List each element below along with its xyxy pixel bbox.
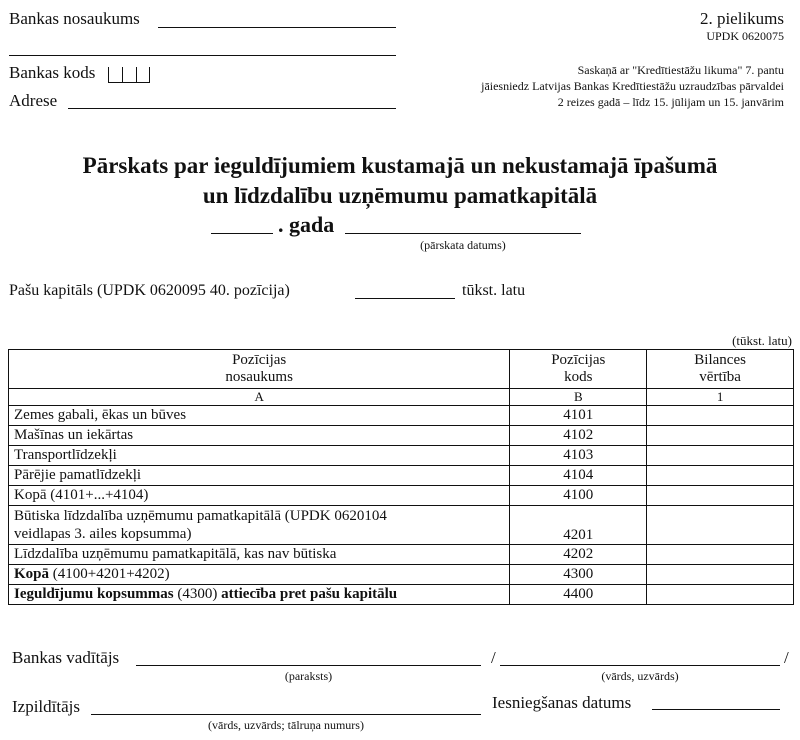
table-row [9,585,794,605]
equity-unit: tūkst. latu [462,282,526,299]
row-name: Zemes gabali, ēkas un būves [9,406,510,426]
report-date-caption: (pārskata datums) [420,238,506,252]
bank-name-label: Bankas nosaukums [9,9,140,28]
report-title-line-2: un līdzdalību uzņēmumu pamatkapitālā [202,183,598,208]
col-b-letter: B [510,389,647,406]
investments-table [8,349,794,605]
bank-code-box[interactable] [108,67,122,83]
appendix-label: 2. pielikums [699,9,784,28]
row-value-cell[interactable] [647,545,794,565]
bank-code-row [9,63,150,84]
bank-code-box[interactable] [136,67,150,83]
table-row [9,406,794,426]
row-value-cell[interactable] [647,406,794,426]
legal-line-2: jāiesniedz Latvijas Bankas Kredītiestāžu uzraudzības pārvaldei [481,79,784,93]
address-field[interactable] [68,108,396,109]
year-field[interactable] [211,233,273,234]
row-code: 4100 [510,486,647,506]
year-word: . gada [278,212,335,237]
address-label: Adrese [9,91,58,110]
name-separator-end: / [784,648,789,667]
row-name-line-1: Būtiska līdzdalība uzņēmumu pamatkapitālā (UPDK 0620104 [14,508,387,524]
row-code: 4102 [510,426,647,446]
executor-label: Izpildītājs [12,697,80,716]
submission-date-label: Iesniegšanas datums [492,693,632,712]
executor-field[interactable] [91,714,481,715]
row-name: Kopā (4101+...+4104) [9,486,510,506]
row-value-cell[interactable] [647,506,794,545]
row-name: Pārējie pamatlīdzekļi [9,466,510,486]
row-value-cell[interactable] [647,486,794,506]
table-row [9,486,794,506]
row-name-mid: (4300) [173,586,222,602]
col-b-header-2: kods [564,369,593,385]
row-code: 4101 [510,406,647,426]
row-name-bold: Ieguldījumu kopsummas [14,586,174,602]
report-date-field[interactable] [345,233,581,234]
bank-name-field[interactable] [158,27,396,28]
col-a-header-1: Pozīcijas [232,352,287,368]
col-a-letter: A [9,389,510,406]
row-name-line-2: veidlapas 3. ailes kopsumma) [14,526,192,542]
manager-label: Bankas vadītājs [12,648,120,667]
equity-field[interactable] [355,298,455,299]
table-header-row [9,350,794,389]
bank-code-boxes[interactable] [108,64,150,84]
row-name [9,585,510,605]
table-row [9,426,794,446]
row-name: Mašīnas un iekārtas [9,426,510,446]
row-name [9,565,510,585]
submission-date-field[interactable] [652,709,780,710]
row-code: 4201 [510,506,647,545]
row-value-cell[interactable] [647,585,794,605]
table-row [9,545,794,565]
col-c-header [647,350,794,389]
executor-caption: (vārds, uzvārds; tālruņa numurs) [208,718,364,732]
row-value-cell[interactable] [647,466,794,486]
row-name: Transportlīdzekļi [9,446,510,466]
col-b-header [510,350,647,389]
col-c-header-1: Bilances [694,352,746,368]
equity-label: Pašu kapitāls (UPDK 0620095 40. pozīcija) [9,282,290,299]
name-caption: (vārds, uzvārds) [601,669,679,683]
table-row [9,446,794,466]
row-code: 4103 [510,446,647,466]
col-c-letter: 1 [647,389,794,406]
report-title-line-1: Pārskats par ieguldījumiem kustamajā un nekustamajā īpašumā [82,153,718,178]
col-b-header-1: Pozīcijas [551,352,606,368]
bank-code-label: Bankas kods [9,63,96,82]
table-letters-row [9,389,794,406]
row-name-rest: (4100+4201+4202) [49,566,170,582]
legal-line-3: 2 reizes gadā – līdz 15. jūlijam un 15. janvārim [557,95,784,109]
row-name: Līdzdalība uzņēmumu pamatkapitālā, kas nav būtiska [9,545,510,565]
row-name-bold: Kopā [14,566,50,582]
manager-name-field[interactable] [500,665,780,666]
signature-caption: (paraksts) [284,669,333,683]
row-code: 4300 [510,565,647,585]
bank-name-field-2[interactable] [9,55,396,56]
bank-code-box[interactable] [122,67,136,83]
table-unit-note: (tūkst. latu) [732,333,792,348]
row-value-cell[interactable] [647,565,794,585]
row-name [9,506,510,545]
col-a-header-2: nosaukums [225,369,293,385]
col-c-header-2: vērtība [699,369,741,385]
table-row [9,466,794,486]
row-value-cell[interactable] [647,426,794,446]
row-code: 4400 [510,585,647,605]
legal-line-1: Saskaņā ar "Kredītiestāžu likuma" 7. pantu [577,63,784,77]
table-row [9,506,794,545]
row-value-cell[interactable] [647,446,794,466]
row-code: 4202 [510,545,647,565]
table-row [9,565,794,585]
row-name-bold-2: attiecība pret pašu kapitālu [221,586,398,602]
name-separator-start: / [491,648,496,667]
manager-signature-field[interactable] [136,665,481,666]
col-a-header [9,350,510,389]
row-code: 4104 [510,466,647,486]
form-code: UPDK 0620075 [706,29,784,43]
